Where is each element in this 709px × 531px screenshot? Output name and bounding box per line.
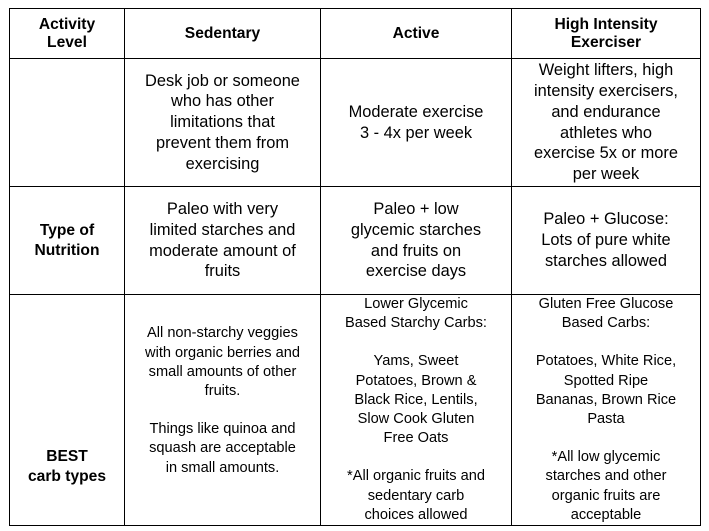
header-high-intensity: High Intensity Exerciser xyxy=(512,9,701,59)
carb-row xyxy=(10,295,701,526)
description-row xyxy=(10,59,701,187)
carb-high-foods: Potatoes, White Rice, Spotted Ripe Bananas, Brown Rice Pasta xyxy=(535,353,677,428)
carb-high-note: *All low glycemic starches and other organic fruits are acceptable xyxy=(545,449,667,523)
activity-nutrition-table xyxy=(9,8,701,526)
carb-high-intensity xyxy=(512,295,701,526)
header-activity-level: Activity Level xyxy=(10,9,125,59)
carb-active-foods: Yams, Sweet Potatoes, Brown & Black Rice, Lentils, Slow Cook Gluten Free Oats xyxy=(354,353,478,447)
nutrition-high-intensity: Paleo + Glucose: Lots of pure white starches allowed xyxy=(512,187,701,295)
carb-sedentary-quinoa: Things like quinoa and squash are acceptable in small amounts. xyxy=(149,421,296,476)
description-label-cell xyxy=(10,59,125,187)
carb-high-heading: Gluten Free Glucose Based Carbs: xyxy=(538,296,674,332)
nutrition-label: Type of Nutrition xyxy=(10,187,125,295)
header-active: Active xyxy=(321,9,512,59)
header-row xyxy=(10,9,701,59)
carb-sedentary xyxy=(125,295,321,526)
header-sedentary: Sedentary xyxy=(125,9,321,59)
description-sedentary: Desk job or someone who has other limitations that prevent them from exercising xyxy=(125,59,321,187)
description-active: Moderate exercise 3 - 4x per week xyxy=(321,59,512,187)
carb-active-heading: Lower Glycemic Based Starchy Carbs: xyxy=(345,296,487,332)
nutrition-sedentary: Paleo with very limited starches and moderate amount of fruits xyxy=(125,187,321,295)
nutrition-active: Paleo + low glycemic starches and fruits on exercise days xyxy=(321,187,512,295)
nutrition-row xyxy=(10,187,701,295)
carb-active-note: *All organic fruits and sedentary carb choices allowed xyxy=(347,468,485,523)
carb-active xyxy=(321,295,512,526)
carb-label: BEST carb types xyxy=(10,295,125,526)
description-high-intensity: Weight lifters, high intensity exercisers, and endurance athletes who exercise 5x or more per week xyxy=(512,59,701,187)
carb-sedentary-veggies: All non-starchy veggies with organic berries and small amounts of other fruits. xyxy=(145,325,300,399)
